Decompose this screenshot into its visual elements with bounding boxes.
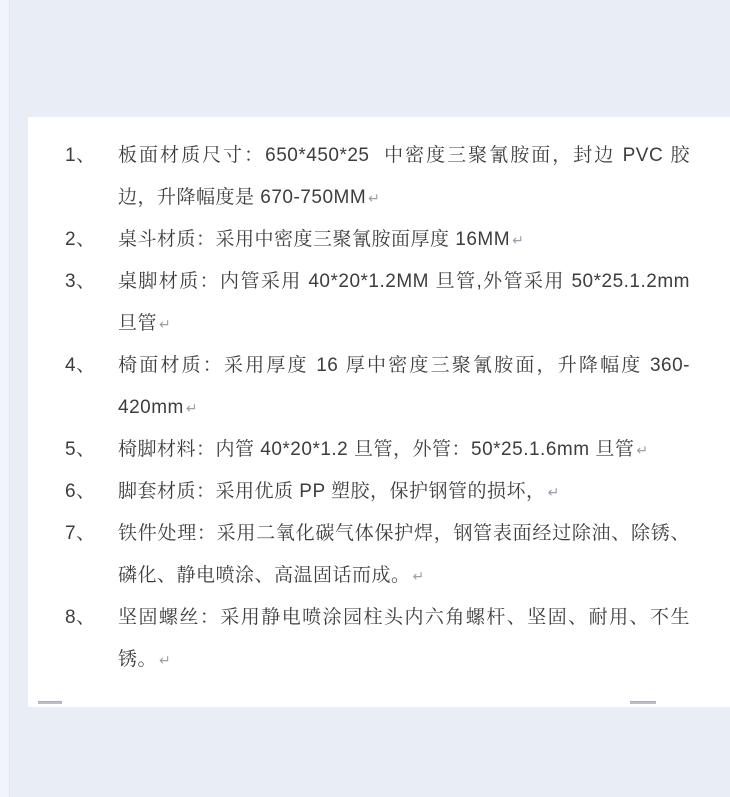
- item-text-content: 椅脚材料：内管 40*20*1.2 旦管，外管：50*25.1.6mm 旦管: [118, 439, 635, 460]
- item-text: [118, 219, 690, 261]
- item-number: 8、: [65, 607, 96, 628]
- document-page: [28, 117, 730, 707]
- item-text: [118, 429, 690, 471]
- paragraph-mark-icon: ↵: [368, 190, 380, 206]
- list-item: [65, 597, 690, 681]
- list-item: [65, 471, 690, 513]
- item-number: 3、: [65, 271, 96, 292]
- item-number: 4、: [65, 355, 96, 376]
- list-item: [65, 513, 690, 597]
- item-text: [118, 513, 690, 597]
- item-text: [118, 471, 690, 513]
- list-item: [65, 261, 696, 345]
- item-text-content: 桌斗材质：采用中密度三聚氰胺面厚度 16MM: [118, 229, 511, 250]
- paragraph-mark-icon: ↵: [159, 652, 171, 668]
- table-grip-right-icon: [630, 701, 656, 704]
- list-item: [65, 429, 690, 471]
- item-text-content: 板面材质尺寸：650*450*25 中密度三聚氰胺面，封边 PVC 胶边，升降幅度是 670-750MM: [118, 145, 690, 208]
- item-number: 6、: [65, 481, 96, 502]
- item-number: 2、: [65, 229, 96, 250]
- page-margin-strip: [0, 0, 10, 797]
- paragraph-mark-icon: ↵: [636, 442, 649, 458]
- paragraph-mark-icon: ↵: [159, 316, 171, 332]
- paragraph-mark-icon: ↵: [512, 232, 524, 248]
- paragraph-mark-icon: ↵: [547, 484, 560, 500]
- item-text: [118, 345, 690, 429]
- item-text-content: 椅面材质：采用厚度 16 厚中密度三聚氰胺面，升降幅度 360-420mm: [118, 355, 690, 418]
- item-text: [118, 597, 690, 681]
- list-item: [65, 135, 690, 219]
- paragraph-mark-icon: ↵: [412, 568, 425, 584]
- item-text-content: 铁件处理：采用二氧化碳气体保护焊，钢管表面经过除油、除锈、磷化、静电喷涂、高温固话而成。: [118, 523, 690, 586]
- item-number: 7、: [65, 523, 96, 544]
- spec-list: [28, 117, 730, 681]
- item-text-content: 脚套材质：采用优质 PP 塑胶，保护钢管的损坏，: [118, 481, 546, 502]
- item-text-content: 坚固螺丝：采用静电喷涂园柱头内六角螺杆、坚固、耐用、不生锈。: [118, 607, 690, 670]
- list-item: [65, 345, 690, 429]
- item-number: 5、: [65, 439, 96, 460]
- item-text-content: 桌脚材质：内管采用 40*20*1.2MM 旦管,外管采用 50*25.1.2mm 旦管: [118, 271, 696, 334]
- table-grip-left-icon: [38, 701, 62, 704]
- paragraph-mark-icon: ↵: [185, 400, 198, 416]
- item-text: [118, 135, 690, 219]
- item-text: [118, 261, 696, 345]
- item-number: 1、: [65, 145, 96, 166]
- list-item: [65, 219, 690, 261]
